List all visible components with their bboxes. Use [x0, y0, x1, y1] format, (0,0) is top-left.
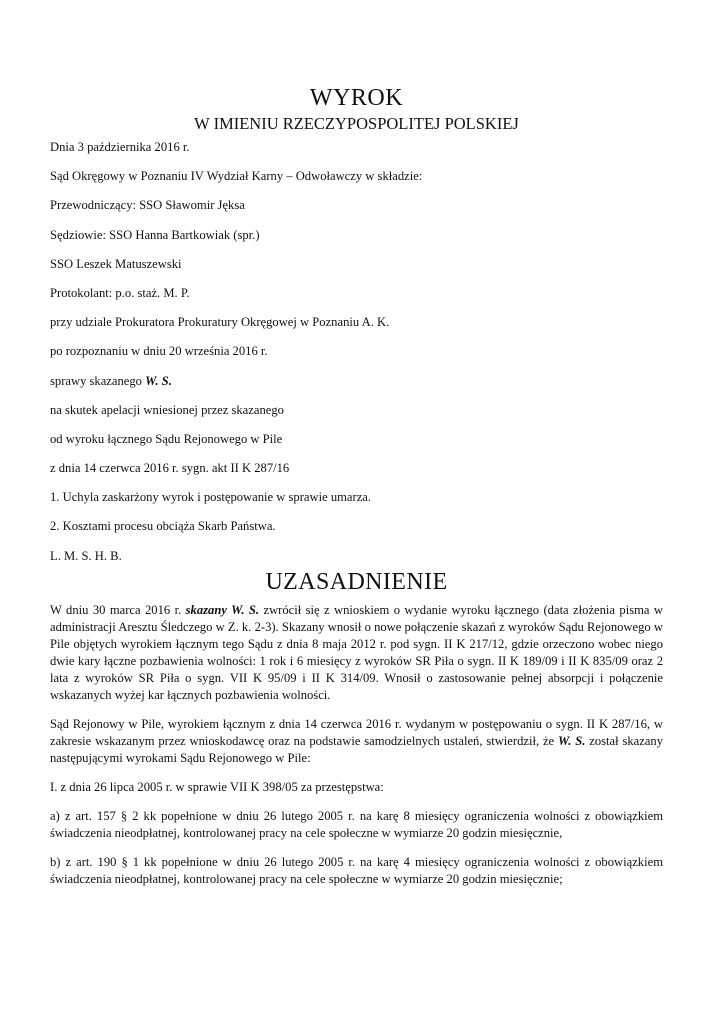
lower-court-date-line: z dnia 14 czerwca 2016 r. sygn. akt II K 287/16	[50, 461, 290, 476]
paragraph-1-before: W dniu 30 marca 2016 r.	[50, 602, 186, 617]
judge-line: SSO Leszek Matuszewski	[50, 256, 182, 271]
hearing-date-line: po rozpoznaniu w dniu 20 września 2016 r.	[50, 344, 268, 359]
judges-line: Sędziowie: SSO Hanna Bartkowiak (spr.)	[50, 227, 260, 242]
paragraph-1-emph: skazany W. S.	[185, 602, 260, 617]
appeal-line: na skutek apelacji wniesionej przez skazanego	[50, 402, 284, 417]
verdict-date: Dnia 3 października 2016 r.	[50, 140, 190, 154]
judges-initials: L. M. S. H. B.	[50, 548, 122, 563]
court-line: Sąd Okręgowy w Poznaniu IV Wydział Karny – Odwoławczy w składzie:	[50, 169, 423, 184]
ruling-point-2: 2. Kosztami procesu obciąża Skarb Państwa.	[50, 519, 276, 534]
paragraph-1-after: zwrócił się z wnioskiem o wydanie wyroku łącznego (data złożenia pisma w administracji Aresztu Śledczego w Z. k. 2-3). Skazany wnosił o nowe połączenie skazań z wyroków Sądu Rejonowego w Pile objętych wyrokiem łącznym tego Sądu z dnia 8 maja 2012 r. pod sygn. II K 217/12, gdzie orzeczono wobec niego dwie kary łączne pozbawienia wolności: 1 rok i 6 miesięcy z wyroków SR Piła o sygn. II K 189/09 i II K 835/09 oraz 2 lata z wyroków SR Piła o sygn. VII K 95/09 i II K 314/09. Wnosił o zastosowanie pełnej absorpcji i połączenie wskazanych wyżej kar łącznych pozbawienia wolności.	[50, 602, 663, 702]
lower-court-line: od wyroku łącznego Sądu Rejonowego w Pile	[50, 431, 283, 446]
justification-paragraph-3: I. z dnia 26 lipca 2005 r. w sprawie VII K 398/05 za przestępstwa:	[50, 779, 384, 794]
verdict-header	[50, 135, 663, 564]
convict-name: W. S.	[145, 373, 172, 388]
section-title: UZASADNIENIE	[265, 568, 448, 595]
prosecutor-line: przy udziale Prokuratora Prokuratury Okręgowej w Poznaniu A. K.	[50, 315, 390, 330]
paragraph-2-before: Sąd Rejonowy w Pile, wyrokiem łącznym z dnia 14 czerwca 2016 r. wydanym w postępowaniu o sygn. II K 287/16, w zakresie wskazanym przez wnioskodawcę oraz na podstawie samodzielnych ustaleń, stwierdził, że	[50, 716, 663, 748]
document-title: WYROK	[309, 85, 404, 111]
paragraph-2-emph: W. S.	[557, 733, 586, 748]
justification-paragraph-2	[50, 716, 663, 767]
presiding-judge: Przewodniczący: SSO Sławomir Jęksa	[50, 198, 245, 213]
document-subtitle: W IMIENIU RZECZYPOSPOLITEJ POLSKIEJ	[194, 114, 519, 133]
justification-paragraph-5: b) z art. 190 § 1 kk popełnione w dniu 26 lutego 2005 r. na karę 4 miesięcy ograniczenia wolności z obowiązkiem świadczenia nieodpłatnej, kontrolowanej pracy na cele społeczne w wymiarze 20 godzin miesięcznie;	[50, 854, 663, 886]
clerk-line: Protokolant: p.o. staż. M. P.	[50, 285, 190, 300]
ruling-point-1: 1. Uchyla zaskarżony wyrok i postępowanie w sprawie umarza.	[50, 490, 372, 505]
paragraph-2-after: został skazany następującymi wyrokami Sądu Rejonowego w Pile:	[50, 733, 664, 765]
justification-paragraph-1	[50, 602, 663, 704]
justification-paragraph-4: a) z art. 157 § 2 kk popełnione w dniu 26 lutego 2005 r. na karę 8 miesięcy ograniczenia wolności z obowiązkiem świadczenia nieodpłatnej, kontrolowanej pracy na cele społeczne w wymiarze 20 godzin miesięcznie,	[50, 808, 663, 840]
convict-line-prefix: sprawy skazanego	[50, 373, 146, 388]
convict-line	[50, 373, 663, 389]
